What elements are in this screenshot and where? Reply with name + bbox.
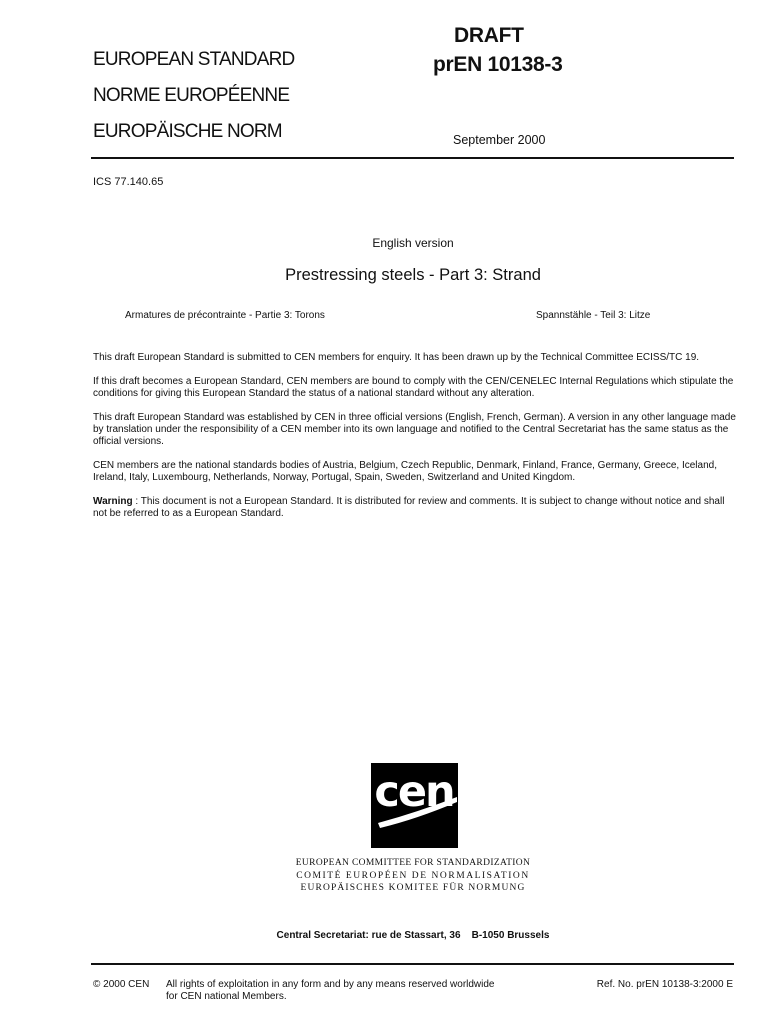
paragraph-enquiry: This draft European Standard is submitted to CEN members for enquiry. It has been drawn up by the Technical Committee ECISS/TC 19. bbox=[93, 352, 700, 363]
copyright: © 2000 CEN bbox=[93, 979, 150, 990]
version-label: English version bbox=[372, 236, 454, 250]
paragraph-warning bbox=[93, 496, 738, 520]
committee-names bbox=[0, 857, 768, 895]
footer-divider bbox=[91, 963, 734, 965]
document-title-fr: Armatures de précontrainte - Partie 3: Torons bbox=[125, 310, 325, 321]
standard-name-fr: NORME EUROPÉENNE bbox=[93, 85, 290, 106]
standard-names bbox=[93, 51, 294, 159]
committee-name-en: EUROPEAN COMMITTEE FOR STANDARDIZATION bbox=[295, 858, 531, 868]
central-secretariat: Central Secretariat: rue de Stassart, 36 B-1050 Brussels bbox=[276, 930, 550, 941]
warning-label: Warning bbox=[93, 496, 133, 507]
committee-name-de: EUROPÄISCHES KOMITEE FÜR NORMUNG bbox=[300, 883, 526, 893]
cen-logo-text: cen bbox=[374, 767, 454, 817]
header-divider bbox=[91, 157, 734, 159]
draft-number: prEN 10138-3 bbox=[433, 53, 563, 76]
draft-date: September 2000 bbox=[453, 133, 546, 147]
document-title: Prestressing steels - Part 3: Strand bbox=[285, 266, 541, 284]
ics-code: ICS 77.140.65 bbox=[93, 176, 164, 188]
paragraph-members: CEN members are the national standards bodies of Austria, Belgium, Czech Republic, Denmark, Finland, France, Germany, Greece, Iceland, Ireland, Italy, Luxembourg, Netherlands, Norway, Portugal, Spain, Sweden, Switzerland and United Kingdom. bbox=[93, 460, 717, 483]
document-title-de: Spannstähle - Teil 3: Litze bbox=[536, 310, 651, 321]
standard-name-de: EUROPÄISCHE NORM bbox=[93, 121, 282, 142]
reference-number: Ref. No. prEN 10138-3:2000 E bbox=[596, 979, 733, 990]
standard-name-en: EUROPEAN STANDARD bbox=[93, 49, 295, 70]
paragraph-compliance: If this draft becomes a European Standard, CEN members are bound to comply with the CEN/CENELEC Internal Regulations which stipulate the conditions for giving this European Standard the status of a national standard without any alteration. bbox=[93, 376, 734, 399]
body-text bbox=[93, 352, 738, 532]
rights-notice: All rights of exploitation in any form and by any means reserved worldwide for CEN national Members. bbox=[166, 979, 495, 1002]
warning-text: : This document is not a European Standard. It is distributed for review and comments. It is subject to change without notice and shall not be referred to as a European Standard. bbox=[93, 496, 725, 519]
committee-name-fr: COMITÉ EUROPÉEN DE NORMALISATION bbox=[296, 870, 530, 881]
draft-label: DRAFT bbox=[454, 24, 524, 47]
paragraph-versions: This draft European Standard was established by CEN in three official versions (English, French, German). A version in any other language made by translation under the responsibility of a CEN member into its own language and notified to the Central Secretariat has the same status as the official versions. bbox=[93, 412, 736, 447]
cen-logo bbox=[371, 763, 458, 848]
